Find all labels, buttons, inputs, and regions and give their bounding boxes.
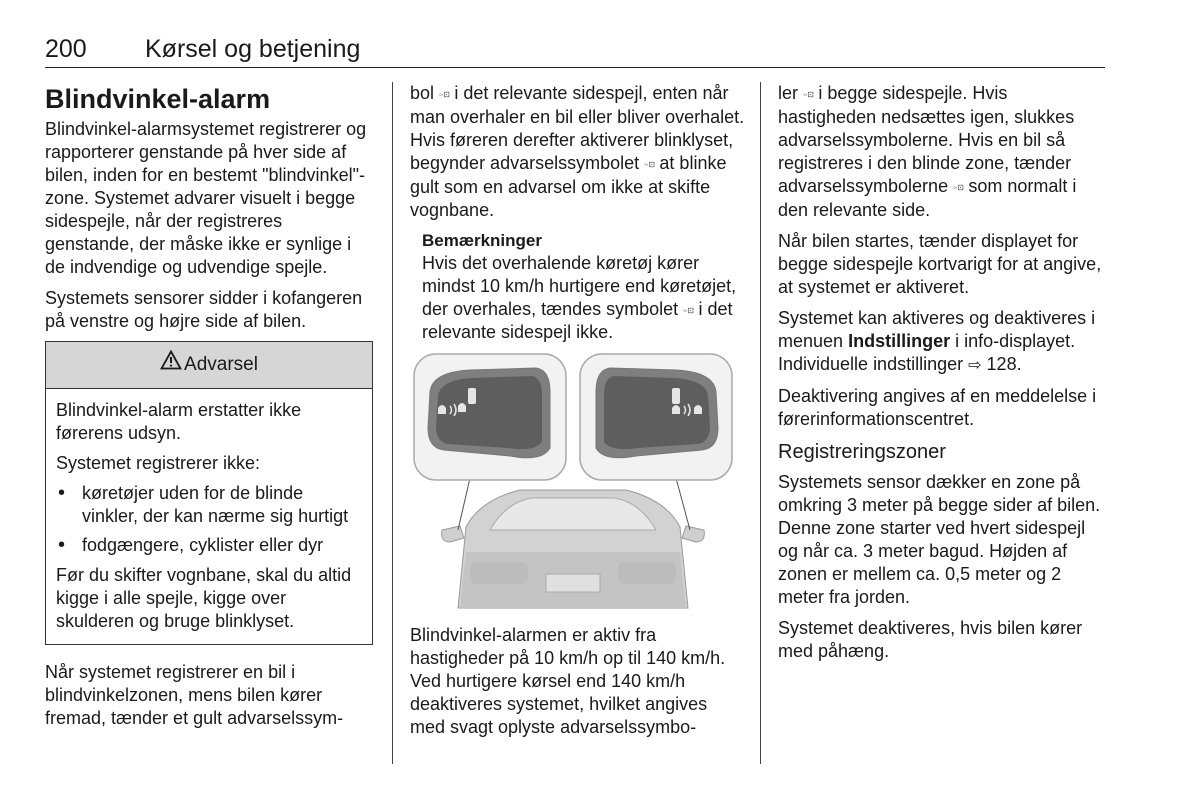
list-item: • køretøjer uden for de blinde vinkler, der kan nærme sig hurtigt <box>56 482 362 528</box>
speed-paragraph: Blindvinkel-alarmen er aktiv fra hastigheder på 10 km/h op til 140 km/h. Ved hurtigere kørsel end 140 km/h deaktiveres systemet, hvilket angives med svagt oplyste advarselssymbo- <box>410 625 726 738</box>
blind-spot-symbol-icon: ◦∙⊡ <box>953 182 964 192</box>
warning-list <box>56 482 362 557</box>
column-divider <box>392 82 393 764</box>
left-mirror-illustration <box>414 354 566 480</box>
warning-header <box>46 342 372 389</box>
right-mirror-illustration <box>580 354 732 480</box>
blind-spot-symbol-icon: ◦∙⊡ <box>803 89 814 99</box>
note-paragraph: Hvis det overhalende køretøj kører mindst 10 km/h hurtigere end køretøjet, der overhales, tændes symbolet ◦∙⊡ i det relevante sidespejl ikke. <box>422 252 737 343</box>
continuation-paragraph: ler ◦∙⊡ i begge sidespejle. Hvis hastigheden nedsættes igen, slukkes advarselssymbolerne. Hvis en bil så registreres i den blinde zone, tænder advarselssymbolerne ◦∙⊡ som normalt i den relevante side. <box>778 83 1077 220</box>
page-heading: Blindvinkel-alarm <box>45 84 271 114</box>
mirror-illustration <box>410 352 736 610</box>
column-divider <box>760 82 761 764</box>
section-title: Kørsel og betjening <box>145 35 361 63</box>
trailer-paragraph: Systemet deaktiveres, hvis bilen kører med påhæng. <box>778 617 1083 661</box>
header-rule <box>45 67 1105 69</box>
blind-spot-symbol-icon: ◦∙⊡ <box>439 89 450 99</box>
column-3 <box>778 82 1110 671</box>
blind-spot-symbol-icon: ◦∙⊡ <box>683 305 694 315</box>
warning-triangle-icon <box>160 342 182 388</box>
intro-paragraph: Blindvinkel-alarmsystemet registrerer og rapporterer genstande på hver side af bilen, inden for en bestemt "blindvinkel"-zone. Systemet advarer visuelt i begge sidespejle, når der registreres genstande, der måske ikke er synlige i de indvendige og udvendige spejle. <box>45 119 367 277</box>
startup-paragraph: Når bilen startes, tænder displayet for begge sidespejle kortvarigt for at angive, at systemet er aktiveret. <box>778 230 1102 297</box>
cross-reference-arrow-icon: ⇨ <box>968 356 982 374</box>
sensors-paragraph: Systemets sensorer sidder i kofangeren på venstre og højre side af bilen. <box>45 288 363 331</box>
settings-paragraph: Systemet kan aktiveres og deaktiveres i menuen Indstillinger i info-displayet. Individuelle indstillinger ⇨ 128. <box>778 307 1096 374</box>
blind-spot-symbol-icon: ◦∙⊡ <box>644 159 655 169</box>
column-2 <box>410 82 745 747</box>
note-title: Bemærkninger <box>422 230 542 250</box>
section-heading: Registreringszoner <box>778 440 946 463</box>
continuation-paragraph: bol ◦∙⊡ i det relevante sidespejl, enten når man overhaler en bil eller bliver overhalet. Hvis føreren derefter aktiverer blinklyset, begynder advarselssymbolet ◦∙⊡ at blinke gult som en advarsel om ikke at skifte vognbane. <box>410 83 745 220</box>
warning-box <box>45 341 373 645</box>
settings-menu-keyword: Indstillinger <box>848 330 951 351</box>
page-header <box>45 34 1105 68</box>
warning-text: Blindvinkel-alarm erstatter ikke førerens udsyn. <box>56 400 302 443</box>
deactivation-paragraph: Deaktivering angives af en meddelelse i førerinformationscentret. <box>778 385 1097 429</box>
page-reference: 128. <box>986 353 1022 374</box>
detect-paragraph: Når systemet registrerer en bil i blindvinkelzonen, mens bilen kører fremad, tænder et gult advarselssym- <box>45 662 344 728</box>
page-number: 200 <box>45 35 87 63</box>
warning-text: Før du skifter vognbane, skal du altid kigge i alle spejle, kigge over skulderen og bruge blinklyset. <box>56 565 352 631</box>
zones-paragraph: Systemets sensor dækker en zone på omkring 3 meter på begge sider af bilen. Denne zone starter ved hvert sidespejl og når ca. 3 meter bagud. Højden af zonen er mellem ca. 0,5 meter og 2 meter fra jorden. <box>778 471 1101 607</box>
warning-text: Systemet registrerer ikke: <box>56 453 261 473</box>
list-item: • fodgængere, cyklister eller dyr <box>56 534 362 557</box>
column-1 <box>45 82 375 738</box>
warning-title: Advarsel <box>184 354 258 376</box>
